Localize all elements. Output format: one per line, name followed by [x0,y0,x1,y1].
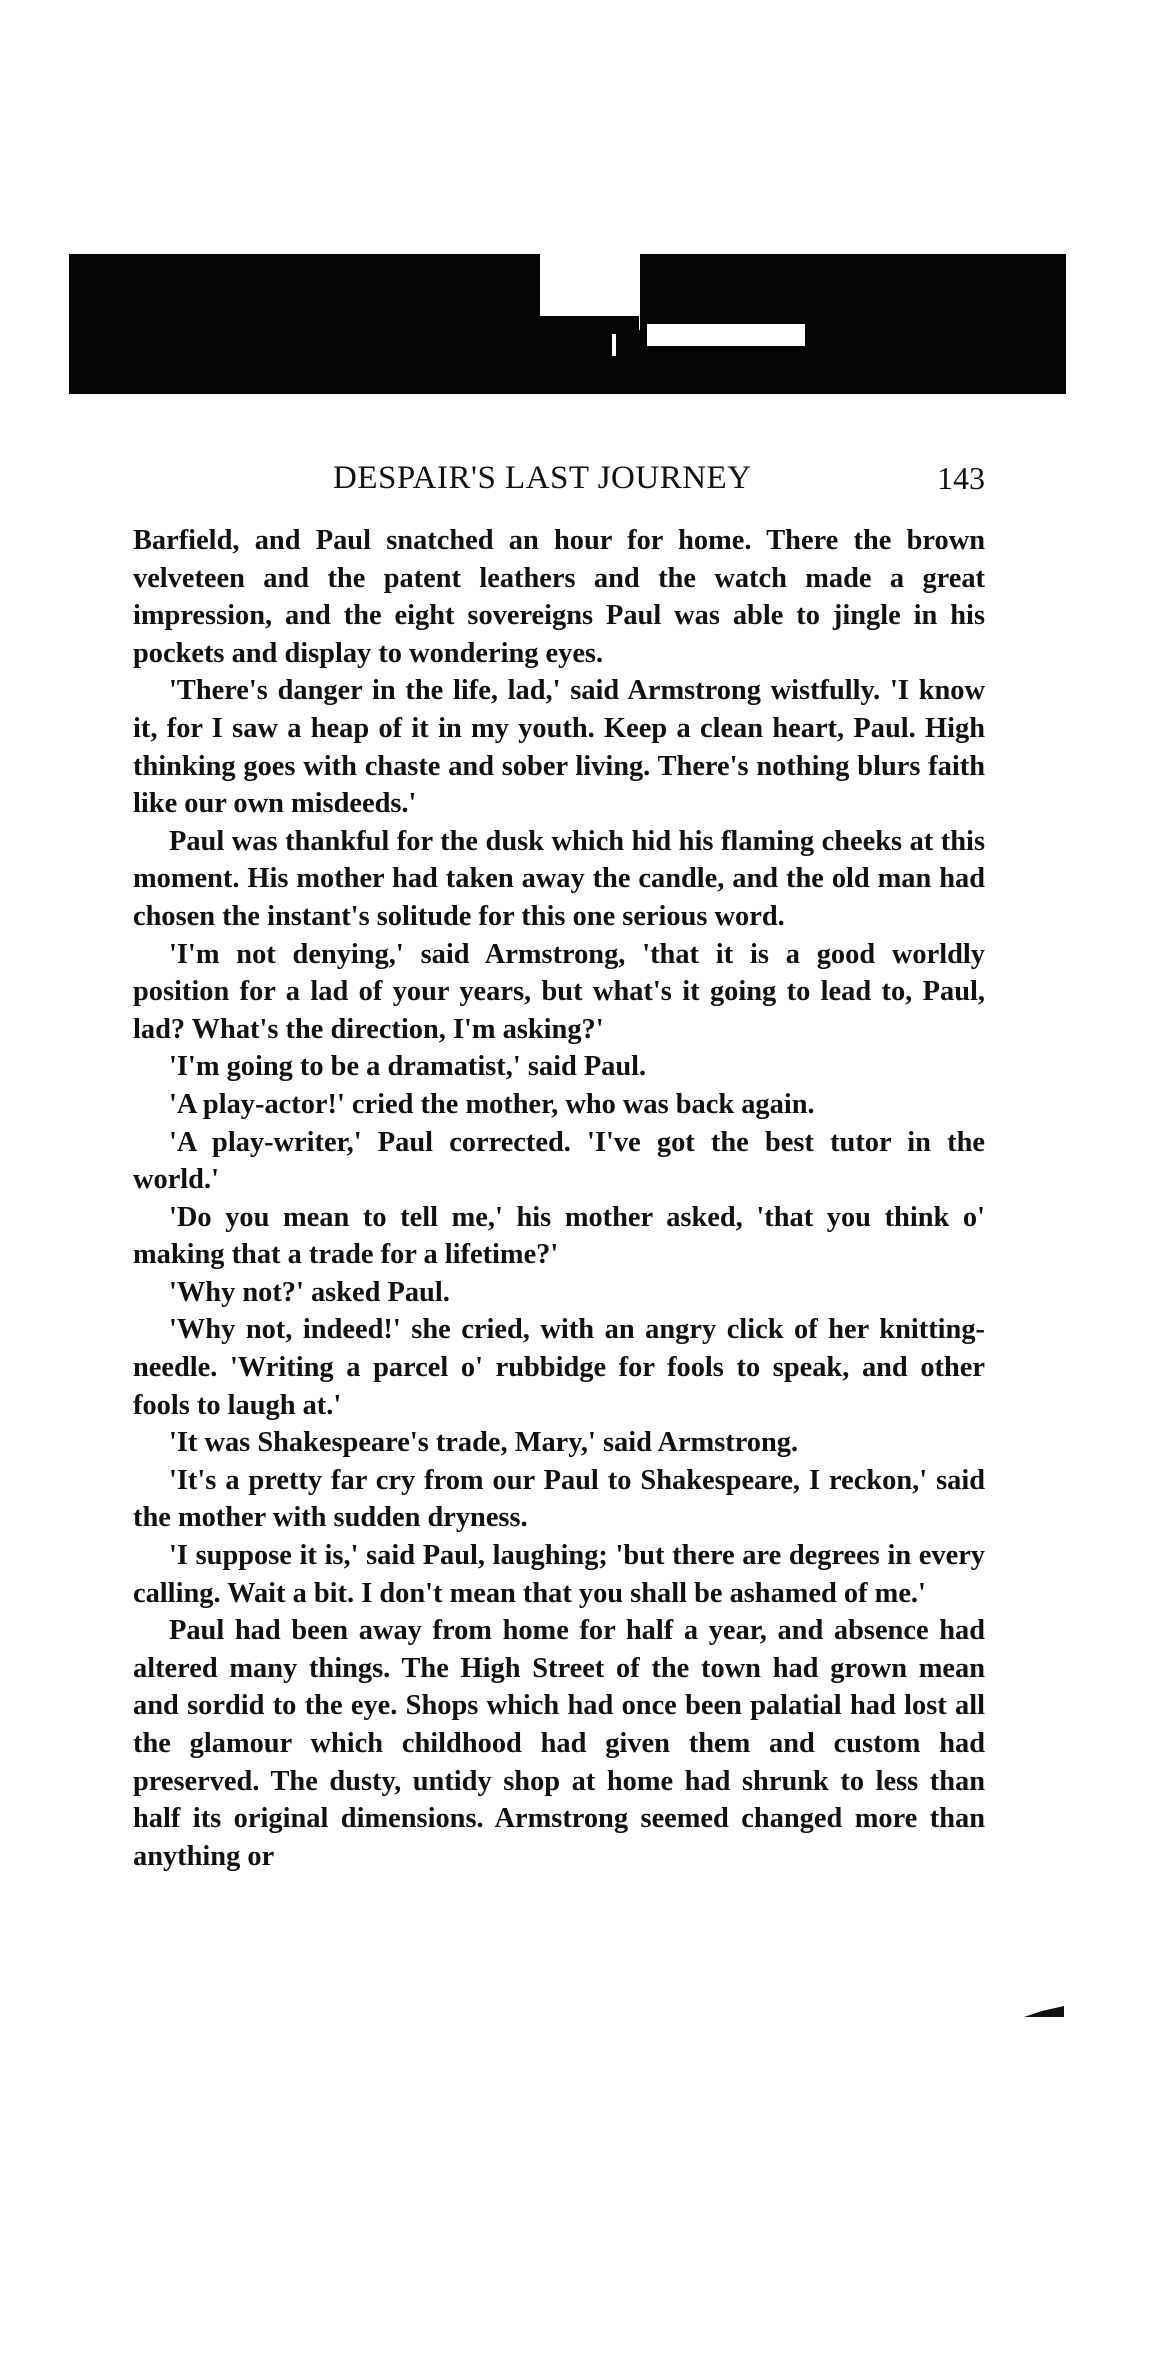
paragraph: 'I suppose it is,' said Paul, laughing; 'but there are degrees in every calling. Wait a bit. I don't mean that you shall be ashamed of me.' [133,1540,985,1609]
scan-artifact-tick [612,334,616,356]
scan-artifact-tab [539,316,639,332]
paragraph: 'A play-actor!' cried the mother, who was back again. [169,1088,815,1120]
paragraph: 'I'm going to be a dramatist,' said Paul. [169,1051,647,1083]
paragraph-continuation: Barfield, and Paul snatched an hour for home. There the brown velveteen and the patent leathers and the watch made a great impression, and the eight sovereigns Paul was able to jingle in his pockets and display to wondering eyes. [133,525,985,669]
paragraph: 'Why not?' asked Paul. [169,1276,450,1308]
paragraph: Paul was thankful for the dusk which hid his flaming cheeks at this moment. His mother had taken away the candle, and the old man had chosen the instant's solitude for this one serious word. [133,825,985,932]
page-edge-mark [1024,2004,1064,2018]
running-head [133,460,985,500]
paragraph: 'A play-writer,' Paul corrected. 'I've got the best tutor in the world.' [133,1126,985,1196]
page-number: 143 [937,460,985,496]
paragraph: Paul had been away from home for half a year, and absence had altered many things. The High Street of the town had grown mean and sordid to the eye. Shops which had once been palatial had lost all the glamour which childhood had given them and custom had preserved. The dusty, untidy shop at home had shrunk to less than half its original dimensions. Armstrong seemed changed more than anything or [133,1615,985,1872]
scan-artifact-slip [647,324,805,346]
paragraph: 'There's danger in the life, lad,' said Armstrong wistfully. 'I know it, for I saw a heap of it in my youth. Keep a clean heart, Paul. High thinking goes with chaste and sober living. There's nothing blurs faith like our own misdeeds.' [133,675,985,820]
body-text [133,522,985,1875]
paragraph: 'Do you mean to tell me,' his mother asked, 'that you think o' making that a trade for a lifetime?' [133,1201,985,1271]
paragraph: 'It was Shakespeare's trade, Mary,' said Armstrong. [169,1427,799,1459]
running-title: DESPAIR'S LAST JOURNEY [333,460,752,496]
scan-artifact-bar [69,254,1066,394]
paragraph: 'I'm not denying,' said Armstrong, 'that it is a good worldly position for a lad of your years, but what's it going to lead to, Paul, lad? What's the direction, I'm asking?' [133,938,985,1045]
paragraph: 'It's a pretty far cry from our Paul to Shakespeare, I reckon,' said the mother with sudden dryness. [133,1464,985,1534]
paragraph: 'Why not, indeed!' she cried, with an angry click of her knitting-needle. 'Writing a parcel o' rubbidge for fools to speak, and other fools to laugh at.' [133,1314,985,1421]
